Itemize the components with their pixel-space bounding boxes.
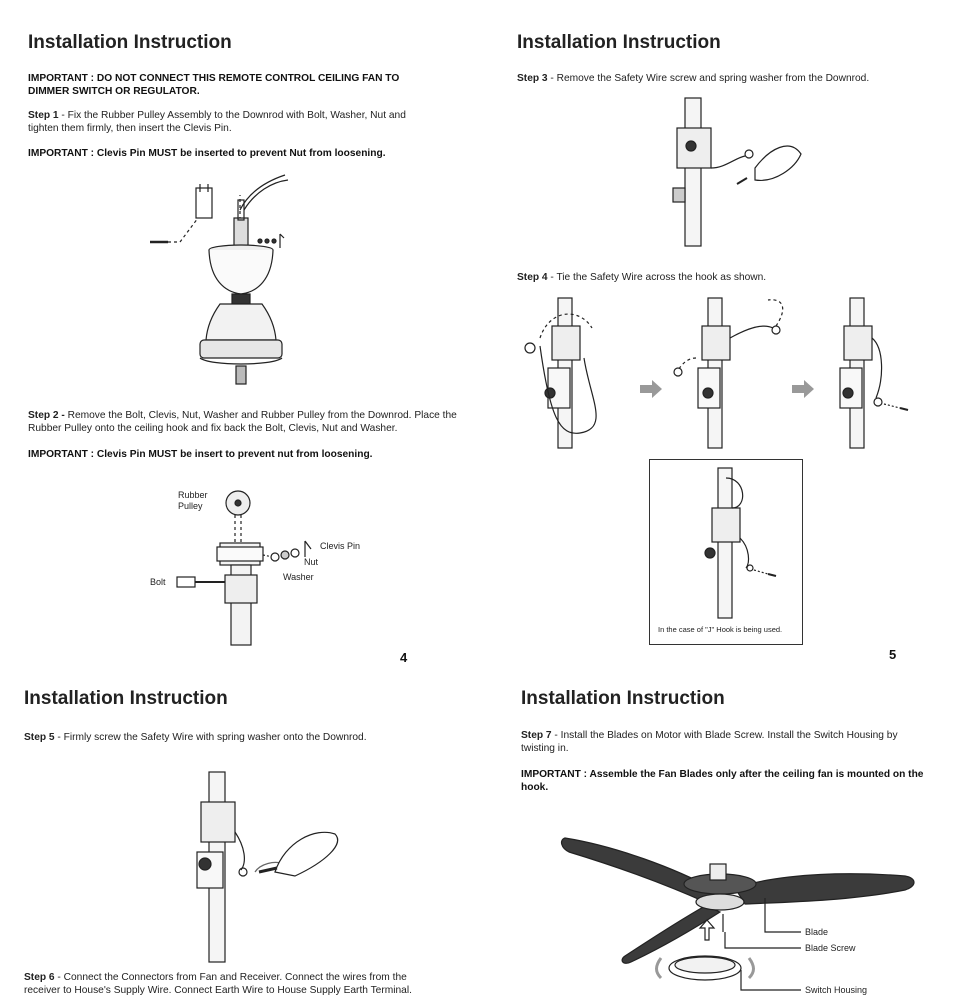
step5-diagram: [185, 772, 355, 962]
step7-label: Step 7: [521, 730, 552, 741]
step3-text: - Remove the Safety Wire screw and spring washer from the Downrod.: [547, 73, 870, 84]
page-number-5: 5: [889, 647, 897, 662]
step5-text: - Firmly screw the Safety Wire with spring washer onto the Downrod.: [54, 732, 367, 743]
page4-important-warning: IMPORTANT : DO NOT CONNECT THIS REMOTE CONTROL CEILING FAN TO DIMMER SWITCH OR REGULATOR.: [28, 73, 400, 97]
page5-step4: [517, 272, 937, 285]
page6-title: Installation Instruction: [24, 688, 228, 709]
page4-step1: [28, 110, 428, 135]
label-blade: Blade: [805, 927, 829, 937]
label-blade-screw: Blade Screw: [805, 943, 856, 953]
page-number-4: 4: [400, 650, 408, 665]
step4-label: Step 4: [517, 272, 548, 283]
page7-important: IMPORTANT : Assemble the Fan Blades only after the ceiling fan is mounted on the hook.: [521, 769, 924, 793]
arrow-right-icon: [640, 380, 662, 398]
step1-text: - Fix the Rubber Pulley Assembly to the Downrod with Bolt, Washer, Nut and tighten them firmly, then insert the Clevis Pin.: [28, 110, 406, 134]
jhook-caption: In the case of "J" Hook is being used.: [658, 625, 783, 634]
label-washer: Washer: [283, 572, 314, 582]
step1-label: Step 1: [28, 110, 59, 121]
label-switch-housing: Switch Housing: [805, 985, 868, 995]
page5-title: Installation Instruction: [517, 32, 721, 53]
page4-important-2: IMPORTANT : Clevis Pin MUST be insert to prevent nut from loosening.: [28, 449, 373, 460]
label-bolt: Bolt: [150, 577, 166, 587]
step2-label: Step 2 -: [28, 410, 65, 421]
page6-step6: [24, 972, 444, 997]
page7-step7: [521, 730, 931, 755]
jhook-diagram: [670, 468, 790, 618]
step5-label: Step 5: [24, 732, 55, 743]
step7-text: - Install the Blades on Motor with Blade Screw. Install the Switch Housing by twisting in.: [521, 730, 898, 754]
step2-diagram: [145, 485, 305, 645]
step6-label: Step 6: [24, 972, 55, 983]
label-rubber-pulley: Rubber Pulley: [178, 490, 208, 511]
step7-fan-diagram: [555, 828, 935, 998]
step4-diagram-c: [828, 298, 928, 448]
step3-label: Step 3: [517, 73, 548, 84]
page7-title: Installation Instruction: [521, 688, 725, 709]
label-clevis-pin: Clevis Pin: [320, 541, 361, 551]
page4-title: Installation Instruction: [28, 32, 232, 53]
step4-text: - Tie the Safety Wire across the hook as shown.: [547, 272, 767, 283]
step4-diagram-a: [520, 298, 640, 448]
step1-diagram: [140, 170, 340, 390]
step3-diagram: [655, 98, 805, 248]
page5-step3: [517, 73, 937, 86]
arrow-right-icon-2: [792, 380, 814, 398]
step2-text: Remove the Bolt, Clevis, Nut, Washer and Rubber Pulley from the Downrod. Place the Rubber Pulley onto the ceiling hook and fix back the Bolt, Clevis, Nut and Washer.: [28, 410, 457, 434]
page4-important-1: IMPORTANT : Clevis Pin MUST be inserted to prevent Nut from loosening.: [28, 148, 386, 159]
step4-diagram-b: [668, 298, 798, 448]
jhook-box: [649, 459, 803, 645]
page6-step5: [24, 732, 444, 745]
page4-step2: [28, 410, 458, 435]
step6-text: - Connect the Connectors from Fan and Receiver. Connect the wires from the receiver to House's Supply Wire. Connect Earth Wire to House Supply Earth Terminal.: [24, 972, 412, 996]
label-nut: Nut: [304, 557, 319, 567]
